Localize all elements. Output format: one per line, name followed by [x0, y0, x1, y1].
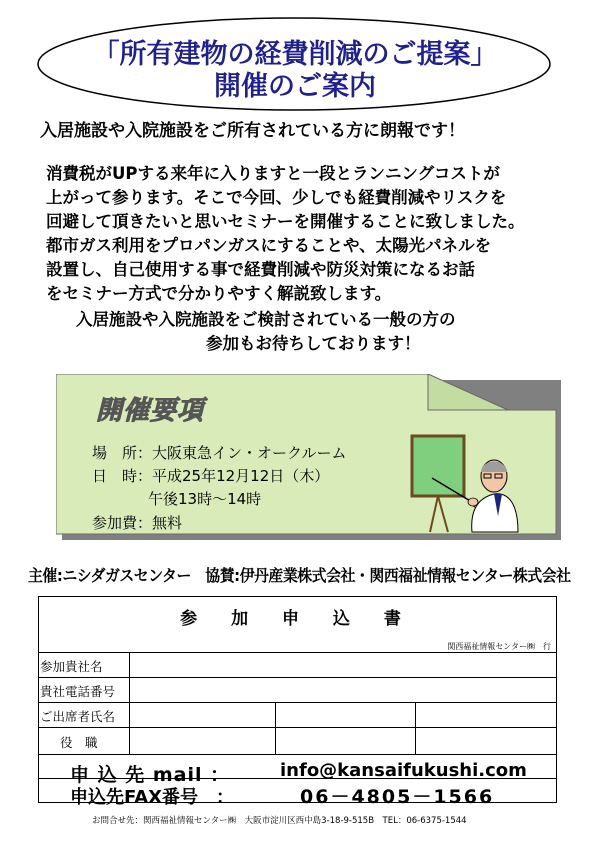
- body-line: 設置し、自己使用する事で経費削減や防災対策になるお話: [46, 260, 475, 279]
- company-name-field[interactable]: [130, 653, 556, 676]
- panel-heading: 開催要項: [96, 396, 205, 426]
- attendee-name-field-3[interactable]: [416, 703, 556, 726]
- apply-mail-address[interactable]: info@kansaifukushi.com: [280, 760, 527, 781]
- title-line-1: 「所有建物の経費削減のご提案」: [92, 39, 498, 70]
- sponsors-line: 主催:ニシダガスセンター 協賛:伊丹産業株式会社・関西福祉情報センター株式会社: [28, 566, 571, 585]
- title-line-2: 開催のご案内: [214, 71, 376, 102]
- body-line-closing: 参加もお待ちしております！: [206, 334, 421, 353]
- body-line: 消費税がUPする来年に入りますと一段とランニングコストが: [46, 164, 500, 183]
- body-line-closing: 入居施設や入院施設をご検討されている一般の方の: [76, 310, 456, 329]
- phone-number-field[interactable]: [130, 678, 556, 701]
- body-line: 都市ガス利用をプロパンガスにすることや、太陽光パネルを: [46, 236, 492, 255]
- body-line: 上がって参ります。そこで今回、少しでも経費削減やリスクを: [46, 188, 507, 207]
- venue-text: 場 所：大阪東急イン・オークルーム: [92, 444, 347, 462]
- presenter-illustration: [410, 432, 525, 537]
- headline: 入居施設や入院施設をご所有されている方に朗報です！: [40, 121, 465, 141]
- phone-number-label: 貴社電話番号: [40, 684, 116, 699]
- datetime-text: 日 時：平成25年12月12日（木）: [92, 467, 330, 485]
- attendee-name-field-1[interactable]: [130, 703, 274, 726]
- time-text: 午後13時～14時: [148, 490, 262, 508]
- apply-fax-number: 06－4805－1566: [300, 786, 495, 808]
- attendee-name-field-2[interactable]: [276, 703, 414, 726]
- position-field-1[interactable]: [130, 728, 274, 753]
- form-title: 参 加 申 込 書: [180, 609, 415, 629]
- footer-contact: お問合せ先：関西福祉情報センター㈱ 大阪市淀川区西中島3-18-9-515B TEL：06-6375-1544: [92, 816, 467, 826]
- position-field-2[interactable]: [276, 728, 414, 753]
- attendee-name-label: ご出席者氏名: [40, 709, 116, 724]
- form-divider: [38, 754, 557, 755]
- body-line: をセミナー方式で分かりやすく解説致します。: [46, 284, 392, 303]
- position-label: 役 職: [60, 735, 98, 750]
- apply-mail-label: 申 込 先 mail ：: [70, 764, 231, 786]
- form-recipient: 関西福祉情報センター㈱ 行: [447, 642, 551, 651]
- apply-fax-label: 申込先FAX番号 ：: [70, 787, 235, 808]
- body-line: 回避して頂きたいと思いセミナーを開催することに致しました。: [46, 212, 525, 231]
- fee-text: 参加費：無料: [92, 514, 183, 532]
- company-name-label: 参加貴社名: [40, 659, 103, 674]
- position-field-3[interactable]: [416, 728, 556, 753]
